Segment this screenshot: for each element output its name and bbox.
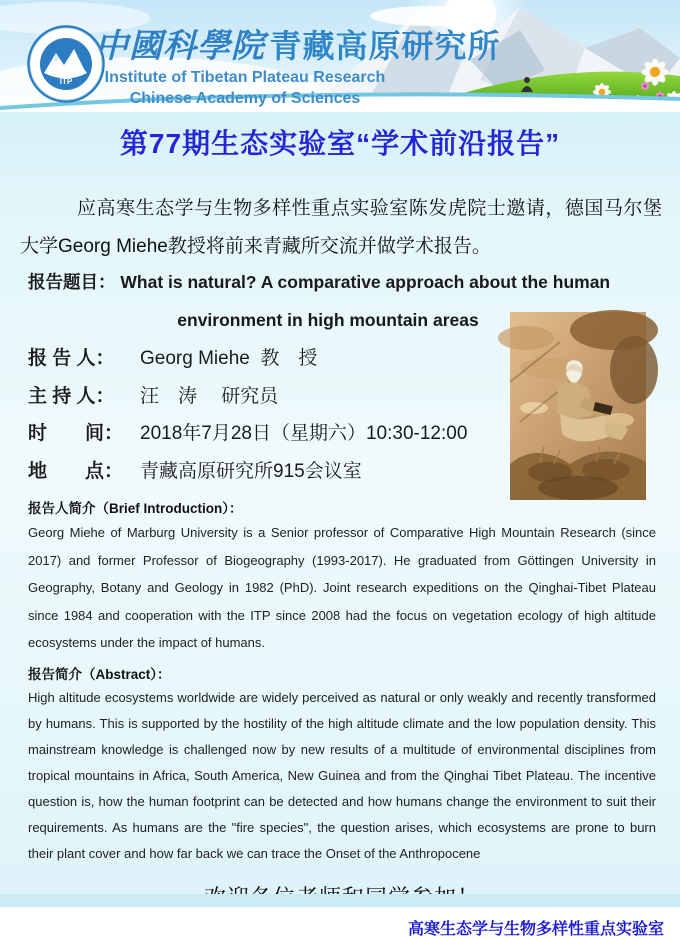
institute-name-chinese [95,20,501,67]
details-section [28,497,664,939]
itp-chinese-text: 青藏高原研究所 [269,28,501,64]
institute-name-english: Institute of Tibetan Plateau Research [104,69,386,86]
talk-topic-line1 [28,263,662,301]
academy-name-english: Chinese Academy of Sciences [129,90,361,107]
header-banner [0,0,680,115]
time-row [28,413,498,451]
talk-topic-title-part2: environment in high mountain areas [177,310,479,330]
time-label: 时 间： [28,423,124,445]
bio-paragraph: Georg Miehe of Marburg University is a Senior professor of Comparative High Mountain Research (since 2017) and former Professor of Biogeography (1993-2017). He graduated from Göttingen University in Geography, Botany and Geology in 1982 (PhD). Joint research expeditions on the Qinghai-Tibet Plateau since 1984 and cooperation with the ITP since 2008 had the focus on vegetation ecology of high altitude ecosystems under the impact of humans. [28,525,656,650]
location-value: 青藏高原研究所915会议室 [140,460,362,482]
speaker-label: 报 告 人： [28,348,115,370]
location-row [28,451,498,489]
abstract-heading: 报告简介（Abstract）： [28,666,171,682]
bottom-strip [0,894,680,907]
cas-calligraphy-text: 中國科學院 [95,26,265,65]
lab-signature: 高寒生态学与生物多样性重点实验室 [407,920,664,938]
talk-topic-title-part1: What is natural? A comparative approach about the human [120,272,611,292]
itp-logo [26,24,106,104]
location-label: 地 点： [28,460,124,482]
institute-name-block [95,20,501,109]
speaker-row [28,338,498,376]
talk-topic-label: 报告题目： [28,272,121,292]
host-value: 汪 涛 研究员 [140,385,279,407]
invitation-paragraph: 应高寒生态学与生物多样性重点实验室陈发虎院士邀请，德国马尔堡大学Georg Miehe教授将前来青藏所交流并做学术报告。 [20,198,662,257]
speaker-photo [510,312,646,500]
seminar-title: 第77期生态实验室“学术前沿报告” [119,128,561,159]
abstract-paragraph: High altitude ecosystems worldwide are widely perceived as natural or only weakly and recently transformed by humans. This is supported by the hostility of the high altitude climate and the low population density. This mainstream knowledge is challenged now by new results of a multitude of environmental disciplines from tropical mountains in Africa, South America, New Guinea and from the Qinghai Tibet Plateau. The incentive question is, how the human footprint can be detected and how humans change the environment to suit their requirements. As humans are the "fire species", the question arises, which ecosystems are prone to burn their plant cover and how far back we can trace the Onset of the Anthropocene [28,689,656,861]
talk-info-list [28,338,498,488]
logo-itp-text: ITP [59,77,73,86]
bio-heading: 报告人简介（Brief Introduction）： [28,501,243,516]
speaker-value: Georg Miehe 教 授 [140,348,318,370]
host-row [28,376,498,414]
time-value: 2018年7月28日（星期六）10:30-12:00 [140,423,468,445]
host-label: 主 持 人： [28,385,115,407]
